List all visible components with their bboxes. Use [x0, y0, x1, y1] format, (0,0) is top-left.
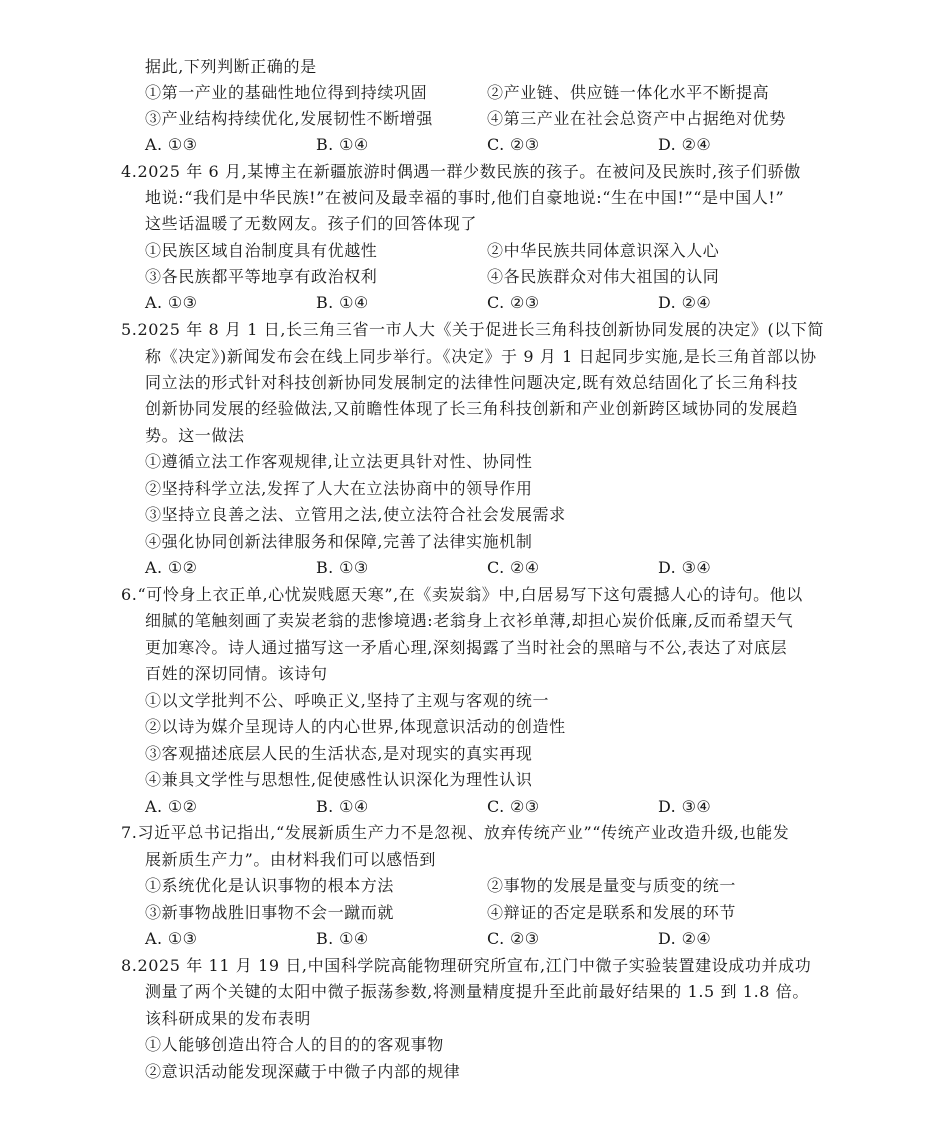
question-stem: 创新协同发展的经验做法,又前瞻性体现了长三角科技创新和产业创新跨区域协同的发展趋 — [145, 399, 799, 418]
question-stem: 更加寒冷。诗人通过描写这一矛盾心理,深刻揭露了当时社会的黑暗与不公,表达了对底层 — [145, 638, 788, 657]
choice-a: A. ①② — [145, 797, 198, 816]
statement-1: ①遵循立法工作客观规律,让立法更具针对性、协同性 — [145, 452, 533, 471]
choice-d: D. ②④ — [658, 929, 712, 948]
statement-2: ②中华民族共同体意识深入人心 — [487, 241, 720, 260]
question-stem: 势。这一做法 — [145, 426, 245, 445]
choice-a: A. ①③ — [145, 135, 198, 154]
statement-3: ③产业结构持续优化,发展韧性不断增强 — [145, 109, 433, 128]
choice-c: C. ②③ — [487, 135, 540, 154]
statement-4: ④各民族群众对伟大祖国的认同 — [487, 267, 720, 286]
question-stem: 地说:“我们是中华民族!”在被问及最幸福的事时,他们自豪地说:“生在中国!”“是中国人!” — [145, 188, 785, 207]
statement-4: ④兼具文学性与思想性,促使感性认识深化为理性认识 — [145, 770, 533, 789]
question-stem: 据此,下列判断正确的是 — [145, 57, 317, 76]
question-stem: 细腻的笔触刻画了卖炭老翁的悲惨境遇:老翁身上衣衫单薄,却担心炭价低廉,反而希望天气 — [145, 611, 794, 630]
statement-1: ①以文学批判不公、呼唤正义,坚持了主观与客观的统一 — [145, 691, 550, 710]
choice-d: D. ②④ — [658, 293, 712, 312]
statement-1: ①人能够创造出符合人的目的的客观事物 — [145, 1035, 444, 1054]
question-stem: 展新质生产力”。由材料我们可以感悟到 — [145, 850, 436, 869]
choice-c: C. ②④ — [487, 558, 540, 577]
choice-b: B. ①④ — [316, 293, 369, 312]
statement-3: ③坚持立良善之法、立管用之法,使立法符合社会发展需求 — [145, 505, 566, 524]
choice-d: D. ③④ — [658, 797, 712, 816]
choice-a: A. ①③ — [145, 293, 198, 312]
statement-1: ①第一产业的基础性地位得到持续巩固 — [145, 83, 428, 102]
statement-2: ②意识活动能发现深藏于中微子内部的规律 — [145, 1062, 461, 1081]
statement-2: ②以诗为媒介呈现诗人的内心世界,体现意识活动的创造性 — [145, 717, 566, 736]
choice-a: A. ①② — [145, 558, 198, 577]
choice-b: B. ①④ — [316, 135, 369, 154]
statement-3: ③新事物战胜旧事物不会一蹴而就 — [145, 903, 395, 922]
choice-c: C. ②③ — [487, 929, 540, 948]
question-stem: 7.习近平总书记指出,“发展新质生产力不是忽视、放弃传统产业”“传统产业改造升级,也能发 — [121, 823, 790, 842]
choice-a: A. ①③ — [145, 929, 198, 948]
question-stem: 同立法的形式针对科技创新协同发展制定的法律性问题决定,既有效总结固化了长三角科技 — [145, 373, 799, 392]
choice-b: B. ①④ — [316, 929, 369, 948]
question-stem: 5.2025 年 8 月 1 日,长三角三省一市人大《关于促进长三角科技创新协同发展的决定》(以下简 — [121, 320, 825, 339]
statement-2: ②坚持科学立法,发挥了人大在立法协商中的领导作用 — [145, 479, 533, 498]
statement-2: ②产业链、供应链一体化水平不断提高 — [487, 83, 770, 102]
statement-3: ③各民族都平等地享有政治权利 — [145, 267, 378, 286]
choice-c: C. ②③ — [487, 797, 540, 816]
question-stem: 测量了两个关键的太阳中微子振荡参数,将测量精度提升至此前最好结果的 1.5 到 1.8 倍。 — [145, 982, 809, 1001]
choice-b: B. ①③ — [316, 558, 369, 577]
question-stem: 这些话温暖了无数网友。孩子们的回答体现了 — [145, 214, 478, 233]
statement-1: ①系统优化是认识事物的根本方法 — [145, 876, 395, 895]
statement-4: ④辩证的否定是联系和发展的环节 — [487, 903, 737, 922]
question-stem: 8.2025 年 11 月 19 日,中国科学院高能物理研究所宣布,江门中微子实验装置建设成功并成功 — [121, 956, 812, 975]
statement-2: ②事物的发展是量变与质变的统一 — [487, 876, 737, 895]
statement-3: ③客观描述底层人民的生活状态,是对现实的真实再现 — [145, 744, 533, 763]
choice-d: D. ③④ — [658, 558, 712, 577]
question-stem: 6.“可怜身上衣正单,心忧炭贱愿天寒”,在《卖炭翁》中,白居易写下这句震撼人心的诗句。他以 — [121, 585, 803, 604]
statement-4: ④第三产业在社会总资产中占据绝对优势 — [487, 109, 786, 128]
question-stem: 该科研成果的发布表明 — [145, 1009, 312, 1028]
choice-b: B. ①④ — [316, 797, 369, 816]
question-stem: 称《决定》)新闻发布会在线上同步举行。《决定》于 9 月 1 日起同步实施,是长三角首部以协 — [145, 347, 817, 366]
choice-c: C. ②③ — [487, 293, 540, 312]
choice-d: D. ②④ — [658, 135, 712, 154]
question-stem: 4.2025 年 6 月,某博主在新疆旅游时偶遇一群少数民族的孩子。在被问及民族时,孩子们骄傲 — [121, 162, 801, 181]
statement-4: ④强化协同创新法律服务和保障,完善了法律实施机制 — [145, 532, 533, 551]
question-stem: 百姓的深切同情。该诗句 — [145, 664, 328, 683]
statement-1: ①民族区域自治制度具有优越性 — [145, 241, 378, 260]
